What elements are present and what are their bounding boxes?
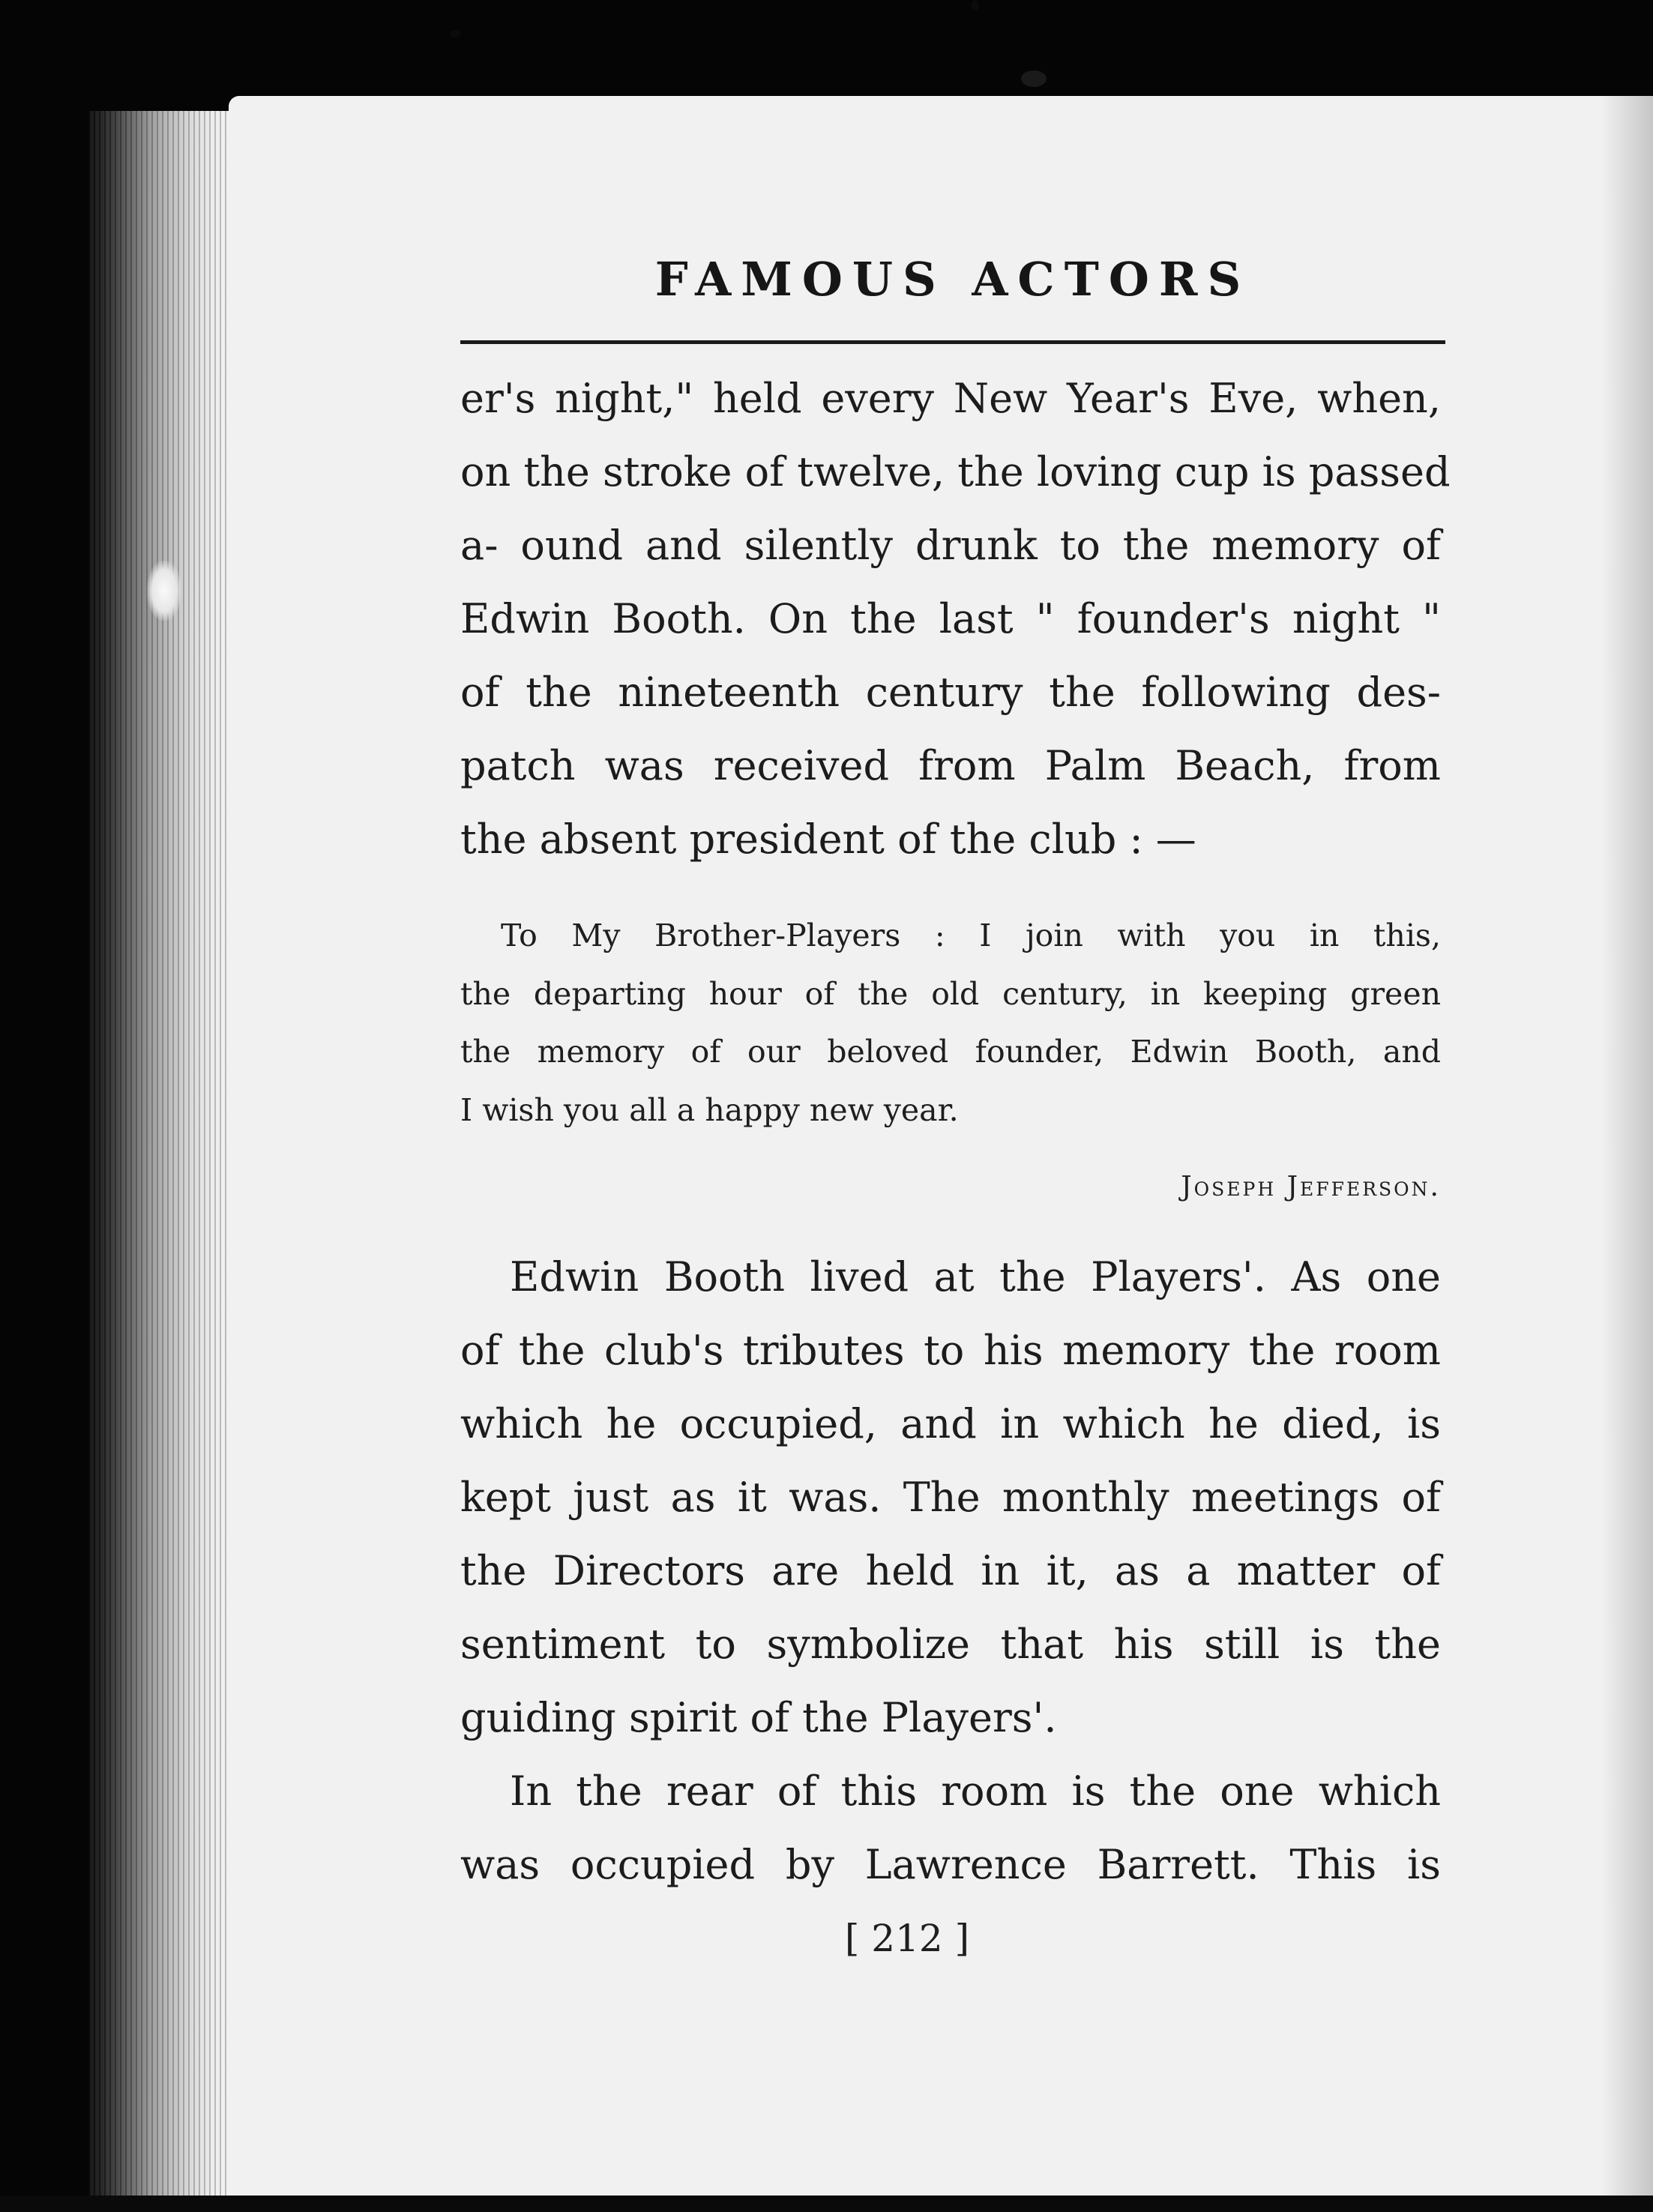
quotation-line: the memory of our beloved founder, Edwin Booth, and xyxy=(460,1034,1441,1070)
paragraph-2-line: which he occupied, and in which he died, is xyxy=(460,1400,1441,1447)
paragraph-1-line: the absent president of the club : — xyxy=(460,816,1196,863)
paragraph-3-line: In the rear of this room is the one which xyxy=(510,1768,1441,1815)
paragraph-1-line: of the nineteenth century the following des- xyxy=(460,669,1441,716)
header-rule xyxy=(460,340,1445,344)
paragraph-3-line: was occupied by Lawrence Barrett. This is xyxy=(460,1841,1441,1888)
paragraph-1-line: patch was received from Palm Beach, from xyxy=(460,742,1441,789)
quotation-line: I wish you all a happy new year. xyxy=(460,1092,959,1128)
scan-speck xyxy=(1021,70,1047,87)
paragraph-1-line: on the stroke of twelve, the loving cup is passed xyxy=(460,448,1451,495)
paragraph-2-line: the Directors are held in it, as a matter of xyxy=(460,1547,1441,1594)
page-shadow xyxy=(1601,96,1653,2212)
running-head: FAMOUS ACTORS xyxy=(654,252,1251,307)
scan-speck xyxy=(450,30,460,37)
page-number: [ 212 ] xyxy=(844,1917,970,1960)
scan-speck xyxy=(972,0,979,10)
paragraph-2-line: of the club's tributes to his memory the room xyxy=(460,1327,1441,1374)
paragraph-2-line: Edwin Booth lived at the Players'. As one xyxy=(510,1253,1441,1301)
paragraph-1-line: Edwin Booth. On the last " founder's night " xyxy=(460,595,1441,642)
paragraph-2-line: guiding spirit of the Players'. xyxy=(460,1694,1057,1741)
paragraph-2-line: sentiment to symbolize that his still is the xyxy=(460,1621,1441,1668)
paragraph-1-line: er's night," held every New Year's Eve, when, xyxy=(460,375,1441,422)
book-page-edges xyxy=(88,111,238,2212)
paragraph-1-line: a- ound and silently drunk to the memory of xyxy=(460,522,1441,569)
quotation-line: the departing hour of the old century, in keeping green xyxy=(460,976,1441,1012)
scan-blemish xyxy=(147,561,181,621)
scan-bottom-edge xyxy=(0,2196,1653,2212)
quotation-signature: Joseph Jefferson. xyxy=(1181,1172,1441,1202)
paragraph-2-line: kept just as it was. The monthly meetings of xyxy=(460,1474,1441,1521)
quotation-line: To My Brother-Players : I join with you in this, xyxy=(501,917,1441,953)
